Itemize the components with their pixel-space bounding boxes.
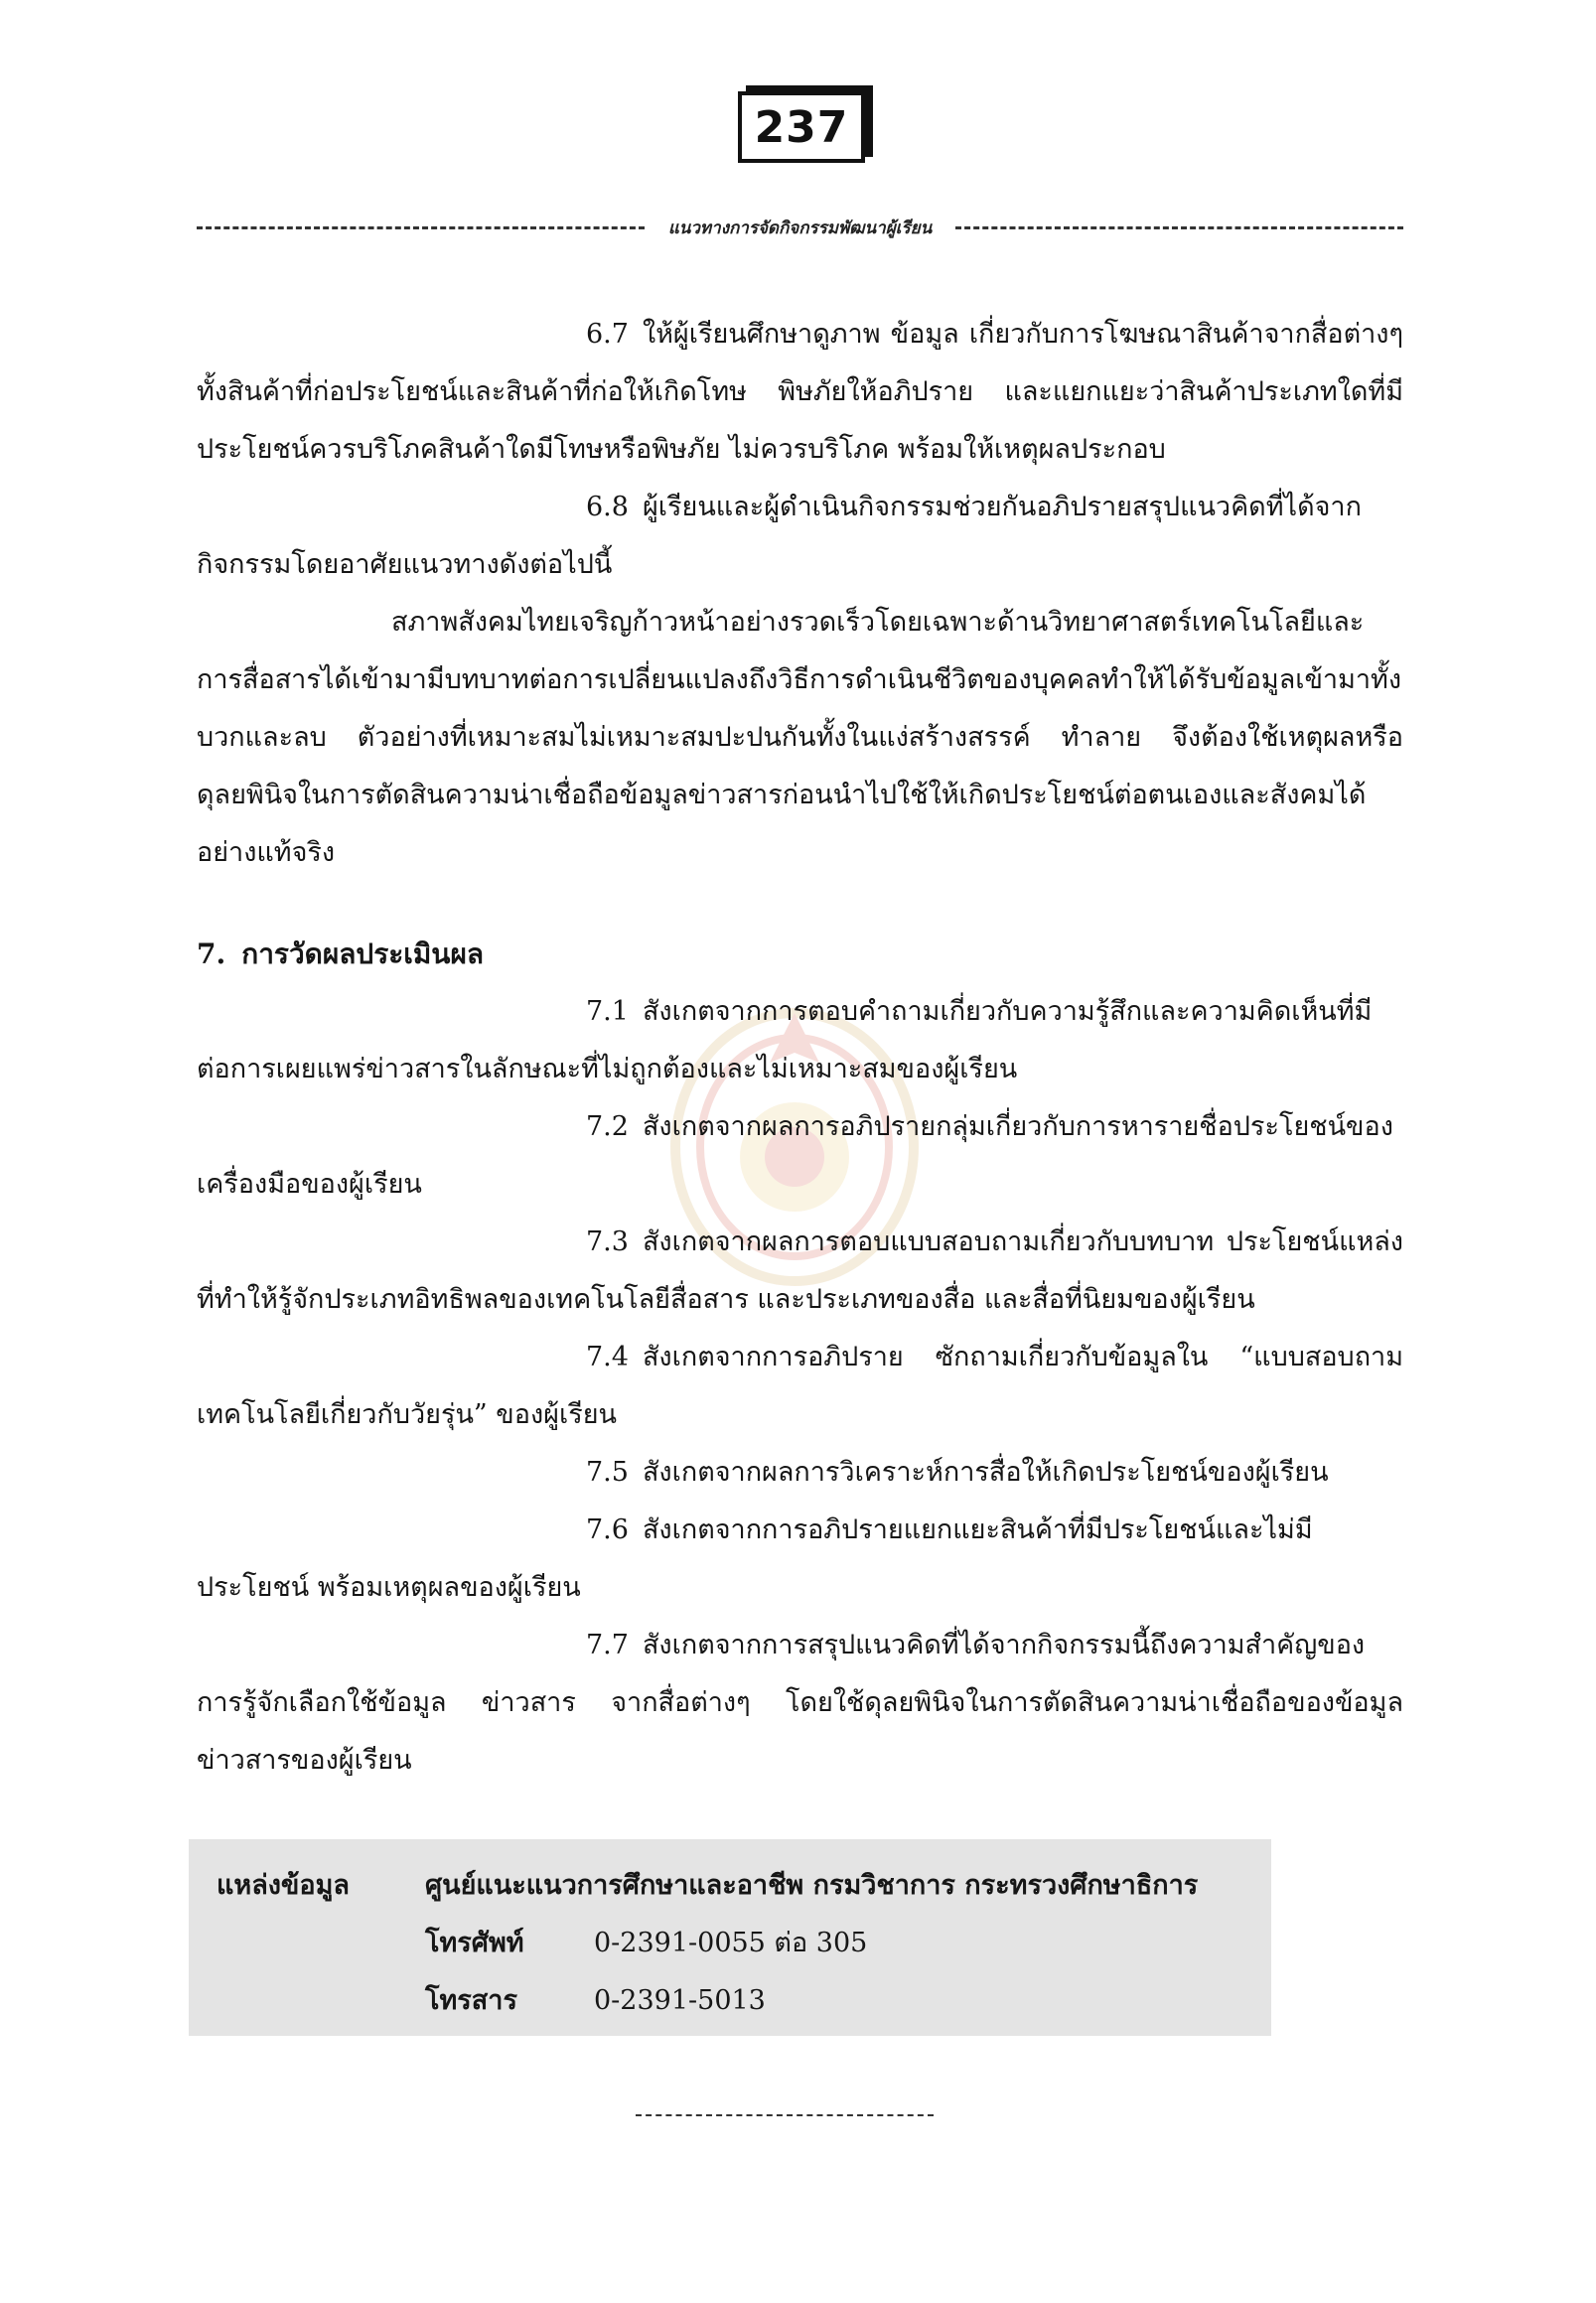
- evaluation-text: สังเกตจากผลการตอบแบบสอบถามเกี่ยวกับบทบาท ประโยชน์แหล่งที่ทำให้รู้จักประเภทอิทธิพลของเทคโนโลยีสื่อสาร และประเภทของสื่อ และสื่อที่นิยมของผู้เรียน: [197, 1226, 1403, 1315]
- fax-value: 0-2391-5013: [594, 1985, 766, 2016]
- fax-label: โทรสาร: [425, 1985, 517, 2016]
- evaluation-item: [197, 983, 1403, 1098]
- evaluation-text: สังเกตจากผลการวิเคราะห์การสื่อให้เกิดประโยชน์ของผู้เรียน: [642, 1457, 1329, 1488]
- source-spacer: [217, 1915, 425, 1972]
- evaluation-text: สังเกตจากการสรุปแนวคิดที่ได้จากกิจกรรมนี้ถึงความสำคัญของการรู้จักเลือกใช้ข้อมูล ข่าวสาร จากสื่อต่างๆ โดยใช้ดุลยพินิจในการตัดสินความน่าเชื่อถือของข้อมูลข่าวสารของผู้เรียน: [197, 1630, 1403, 1776]
- evaluation-item: [197, 1098, 1403, 1214]
- evaluation-number: 7.1: [586, 996, 629, 1027]
- header-rule: [197, 213, 1403, 242]
- concept-paragraph: สภาพสังคมไทยเจริญก้าวหน้าอย่างรวดเร็วโดยเฉพาะด้านวิทยาศาสตร์เทคโนโลยีและการสื่อสารได้เข้ามามีบทบาทต่อการเปลี่ยนแปลงถึงวิธีการดำเนินชีวิตของบุคคลทำให้ได้รับข้อมูลเข้ามาทั้งบวกและลบ ตัวอย่างที่เหมาะสมไม่เหมาะสมปะปนกันทั้งในแง่สร้างสรรค์ ทำลาย จึงต้องใช้เหตุผลหรือดุลยพินิจในการตัดสินความน่าเชื่อถือข้อมูลข่าวสารก่อนนำไปใช้ให้เกิดประโยชน์ต่อตนเองและสังคมได้อย่างแท้จริง: [197, 607, 1403, 868]
- page-number: 237: [754, 101, 849, 153]
- source-phone-row: [217, 1915, 1243, 1972]
- activity-item: [197, 306, 1403, 479]
- evaluation-number: 7.4: [586, 1342, 629, 1372]
- source-spacer: [217, 1972, 425, 2030]
- main-content: [197, 306, 1403, 1790]
- evaluation-number: 7.5: [586, 1457, 629, 1488]
- evaluation-number: 7.3: [586, 1226, 629, 1257]
- section-number: 7.: [197, 937, 226, 970]
- activity-number: 6.7: [586, 319, 629, 350]
- evaluation-text: สังเกตจากการอภิปราย ซักถามเกี่ยวกับข้อมูลใน “แบบสอบถามเทคโนโลยีเกี่ยวกับวัยรุ่น” ของผู้เรียน: [197, 1342, 1403, 1430]
- evaluation-item: [197, 1502, 1403, 1617]
- evaluation-number: 7.7: [586, 1630, 629, 1660]
- evaluation-item: [197, 1329, 1403, 1444]
- activity-text: ผู้เรียนและผู้ดำเนินกิจกรรมช่วยกันอภิปรายสรุปแนวคิดที่ได้จากกิจกรรมโดยอาศัยแนวทางดังต่อไปนี้: [197, 492, 1362, 580]
- evaluation-item: [197, 1444, 1403, 1502]
- section-heading: [197, 926, 1403, 983]
- header-dash-left: [197, 226, 645, 229]
- evaluation-number: 7.2: [586, 1111, 629, 1142]
- running-title: แนวทางการจัดกิจกรรมพัฒนาผู้เรียน: [667, 217, 933, 238]
- phone-value: 0-2391-0055 ต่อ 305: [594, 1928, 868, 1958]
- header-dash-right: [955, 226, 1403, 229]
- bottom-rule: [636, 2114, 934, 2116]
- activity-text: ให้ผู้เรียนศึกษาดูภาพ ข้อมูล เกี่ยวกับการโฆษณาสินค้าจากสื่อต่างๆ ทั้งสินค้าที่ก่อประโยชน์และสินค้าที่ก่อให้เกิดโทษ พิษภัยให้อภิปราย และแยกแยะว่าสินค้าประเภทใดที่มีประโยชน์ควรบริโภคสินค้าใดมีโทษหรือพิษภัย ไม่ควรบริโภค พร้อมให้เหตุผลประกอบ: [197, 319, 1403, 465]
- source-fax-row: [217, 1972, 1243, 2030]
- evaluation-number: 7.6: [586, 1514, 629, 1545]
- source-box: [189, 1839, 1271, 2036]
- source-label: แหล่งข้อมูล: [217, 1870, 350, 1901]
- source-organization: ศูนย์แนะแนวการศึกษาและอาชีพ กรมวิชาการ กระทรวงศึกษาธิการ: [425, 1870, 1199, 1901]
- page-number-box: [738, 91, 865, 163]
- evaluation-item: [197, 1617, 1403, 1790]
- evaluation-text: สังเกตจากการตอบคำถามเกี่ยวกับความรู้สึกและความคิดเห็นที่มีต่อการเผยแพร่ข่าวสารในลักษณะที่ไม่ถูกต้องและไม่เหมาะสมของผู้เรียน: [197, 996, 1373, 1084]
- section-title: การวัดผลประเมินผล: [241, 937, 485, 970]
- evaluation-text: สังเกตจากผลการอภิปรายกลุ่มเกี่ยวกับการหารายชื่อประโยชน์ของเครื่องมือของผู้เรียน: [197, 1111, 1393, 1200]
- activity-number: 6.8: [586, 492, 629, 522]
- evaluation-text: สังเกตจากการอภิปรายแยกแยะสินค้าที่มีประโยชน์และไม่มีประโยชน์ พร้อมเหตุผลของผู้เรียน: [197, 1514, 1313, 1603]
- evaluation-item: [197, 1214, 1403, 1329]
- source-org-row: [217, 1857, 1243, 1915]
- phone-label: โทรศัพท์: [425, 1928, 524, 1958]
- activity-item: [197, 479, 1403, 594]
